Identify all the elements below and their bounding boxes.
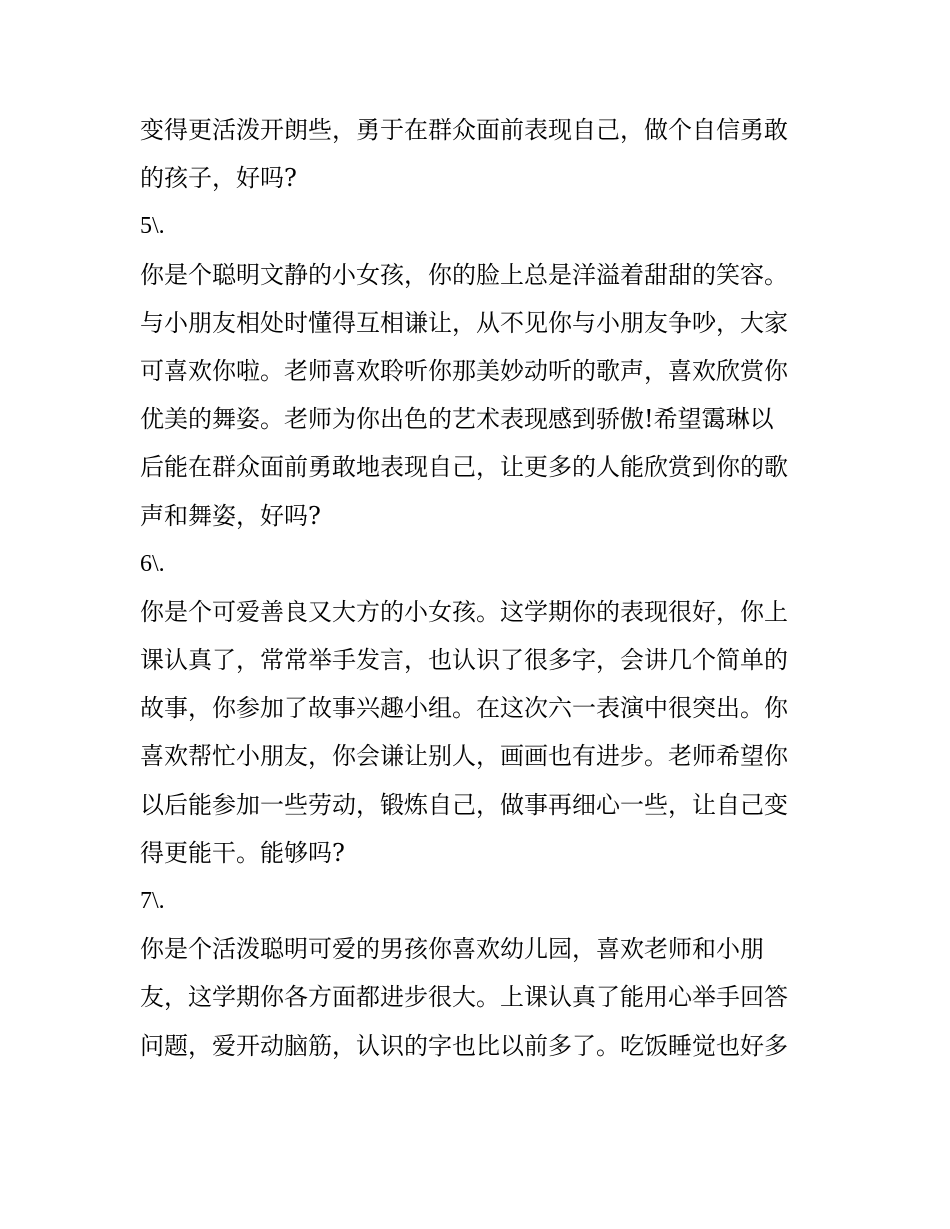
item-number: 6\. bbox=[140, 550, 165, 577]
text-line: 喜欢帮忙小朋友，你会谦让别人，画画也有进步。老师希望你 bbox=[140, 742, 788, 771]
text-line: 故事，你参加了故事兴趣小组。在这次六一表演中很突出。你 bbox=[140, 694, 788, 723]
text-line: 得更能干。能够吗? bbox=[140, 838, 345, 867]
text-line: 的孩子，好吗? bbox=[140, 164, 297, 193]
text-line: 课认真了，常常举手发言，也认识了很多字，会讲几个简单的 bbox=[140, 646, 788, 675]
item-number: 7\. bbox=[140, 888, 165, 914]
text-line: 友，这学期你各方面都进步很大。上课认真了能用心举手回答 bbox=[140, 983, 788, 1012]
text-line: 变得更活泼开朗些，勇于在群众面前表现自己，做个自信勇敢 bbox=[140, 116, 788, 144]
text-line: 你是个活泼聪明可爱的男孩你喜欢幼儿园，喜欢老师和小朋 bbox=[140, 935, 764, 964]
text-line: 声和舞姿，好吗? bbox=[140, 501, 321, 530]
item-number: 5\. bbox=[140, 213, 165, 240]
text-line: 与小朋友相处时懂得互相谦让，从不见你与小朋友争吵，大家 bbox=[140, 308, 788, 337]
text-line: 后能在群众面前勇敢地表现自己，让更多的人能欣赏到你的歌 bbox=[140, 453, 788, 482]
text-line: 以后能参加一些劳动，锻炼自己，做事再细心一些，让自己变 bbox=[140, 790, 788, 819]
text-line: 问题，爱开动脑筋，认识的字也比以前多了。吃饭睡觉也好多 bbox=[140, 1031, 788, 1060]
text-line: 你是个聪明文静的小女孩，你的脸上总是洋溢着甜甜的笑容。 bbox=[140, 260, 788, 289]
document-body bbox=[140, 106, 820, 1070]
text-line: 你是个可爱善良又大方的小女孩。这学期你的表现很好，你上 bbox=[140, 597, 788, 626]
text-line: 优美的舞姿。老师为你出色的艺术表现感到骄傲!希望霭琳以 bbox=[140, 405, 774, 434]
text-line: 可喜欢你啦。老师喜欢聆听你那美妙动听的歌声，喜欢欣赏你 bbox=[140, 356, 788, 385]
